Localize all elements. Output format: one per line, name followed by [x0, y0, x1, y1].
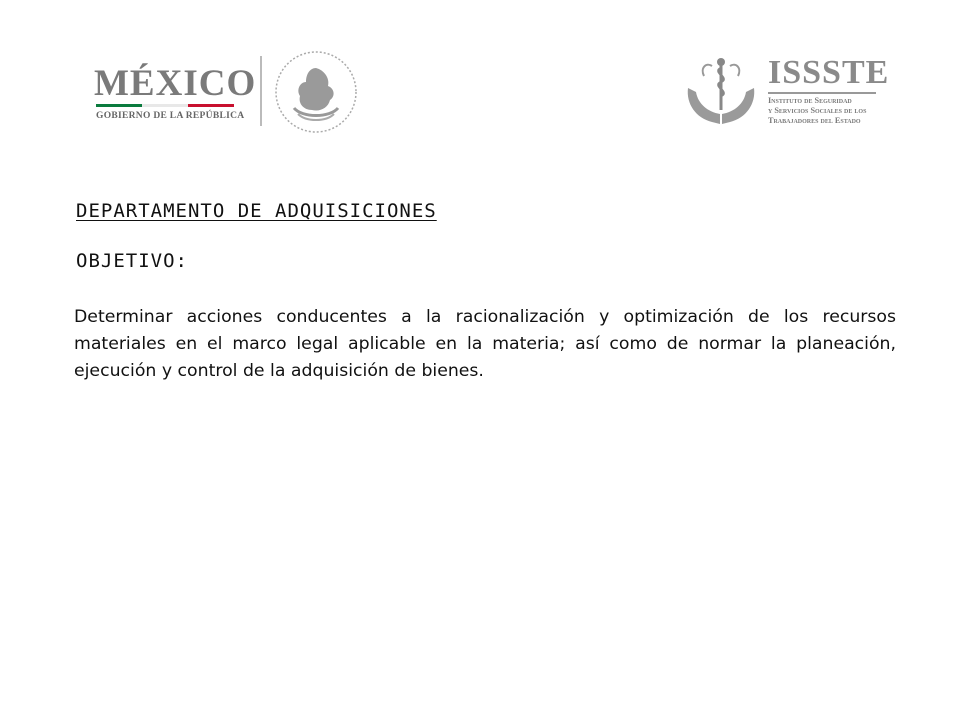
coat-of-arms-icon	[272, 48, 360, 136]
hands-caduceus-icon	[682, 54, 760, 128]
objective-heading: OBJETIVO:	[76, 250, 188, 272]
objective-paragraph: Determinar acciones conducentes a la racionalización y optimización de los recursos materiales en el marco legal aplicable en la materia; así como de normar la planeación, ejecución y control de la adquisición de bienes.	[74, 307, 896, 381]
mexico-wordmark: MÉXICO	[94, 63, 257, 104]
issste-subtitle-line: Trabajadores del Estado	[768, 116, 861, 125]
mexico-government-logo	[88, 48, 378, 138]
tricolor-bar	[96, 104, 234, 107]
government-subtitle: GOBIERNO DE LA REPÚBLICA	[96, 111, 245, 121]
issste-subtitle	[768, 96, 883, 126]
issste-subtitle-line: Instituto de Seguridad	[768, 96, 852, 105]
issste-rule	[768, 92, 876, 94]
logo-divider	[260, 56, 262, 126]
department-title: DEPARTAMENTO DE ADQUISICIONES	[76, 200, 437, 222]
issste-subtitle-line: y Servicios Sociales de los	[768, 106, 867, 115]
issste-logo	[682, 54, 890, 130]
issste-wordmark: ISSSTE	[768, 54, 890, 91]
